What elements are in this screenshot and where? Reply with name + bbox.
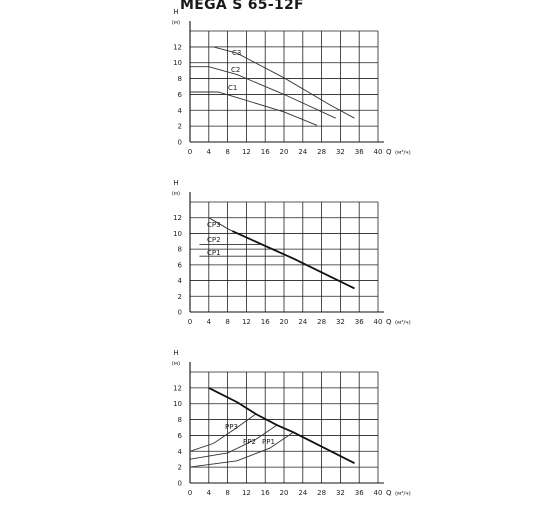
x-axis-label: Q (386, 318, 392, 326)
x-tick-label: 8 (225, 489, 230, 497)
x-tick-label: 16 (260, 148, 270, 156)
y-tick-label: 4 (177, 447, 182, 456)
y-tick-label: 10 (173, 400, 182, 409)
x-axis-label: Q (386, 489, 392, 497)
x-tick-label: 40 (373, 318, 383, 326)
x-tick-label: 4 (206, 148, 212, 156)
x-tick-label: 4 (206, 489, 212, 497)
chart-cp-curves (0, 170, 560, 340)
y-tick-label: 4 (177, 106, 182, 115)
x-tick-label: 40 (373, 489, 383, 497)
y-tick-label: 4 (177, 277, 182, 286)
x-tick-label: 0 (187, 489, 193, 497)
y-axis-unit: (м) (171, 191, 181, 197)
series-label-cp2: CP2 (207, 236, 221, 244)
x-tick-label: 32 (335, 148, 345, 156)
x-tick-label: 36 (354, 489, 364, 497)
series-label-pp2: PP2 (243, 438, 256, 446)
y-tick-label: 8 (177, 75, 182, 84)
x-tick-label: 0 (187, 318, 193, 326)
y-tick-label: 2 (177, 292, 182, 301)
series-label-c2: C2 (231, 66, 241, 74)
series-line-pp1 (190, 432, 293, 467)
series-label-cp1: CP1 (207, 249, 221, 257)
y-axis-label: H (173, 8, 179, 16)
series-line-system-curve (232, 231, 354, 288)
y-tick-label: 10 (173, 229, 182, 238)
x-axis-unit: (м³/ч) (395, 320, 411, 326)
y-tick-label: 2 (177, 463, 182, 472)
x-tick-label: 40 (373, 148, 383, 156)
series-label-c3: C3 (232, 49, 242, 57)
x-tick-label: 24 (298, 318, 308, 326)
y-tick-label: 6 (177, 431, 182, 440)
x-tick-label: 28 (317, 318, 327, 326)
x-tick-label: 12 (241, 148, 251, 156)
series-label-c1: C1 (228, 84, 238, 92)
y-tick-label: 0 (177, 479, 182, 488)
x-tick-label: 4 (206, 318, 212, 326)
x-tick-label: 36 (354, 318, 364, 326)
x-tick-label: 16 (260, 489, 270, 497)
y-tick-label: 10 (173, 59, 182, 68)
x-tick-label: 28 (317, 489, 327, 497)
x-tick-label: 20 (279, 318, 289, 326)
x-tick-label: 20 (279, 489, 289, 497)
x-tick-label: 32 (335, 318, 345, 326)
page-title: MEGA S 65-12F (180, 0, 304, 13)
series-label-pp1: PP1 (262, 438, 275, 446)
x-tick-label: 0 (187, 148, 193, 156)
x-tick-label: 28 (317, 148, 327, 156)
y-axis-unit: (м) (171, 20, 181, 26)
y-tick-label: 8 (177, 245, 182, 254)
x-tick-label: 8 (225, 318, 230, 326)
chart-pp-curves (0, 340, 560, 520)
y-tick-label: 8 (177, 416, 182, 425)
series-label-cp3: CP3 (207, 221, 221, 229)
series-label-pp3: PP3 (225, 423, 238, 431)
y-axis-label: H (173, 179, 179, 187)
y-tick-label: 12 (173, 214, 182, 223)
y-tick-label: 2 (177, 122, 182, 131)
series-line-c3 (190, 47, 355, 118)
x-axis-label: Q (386, 148, 392, 156)
x-tick-label: 32 (335, 489, 345, 497)
y-tick-label: 12 (173, 384, 182, 393)
x-tick-label: 36 (354, 148, 364, 156)
y-tick-label: 0 (177, 308, 182, 317)
x-tick-label: 8 (225, 148, 230, 156)
y-tick-label: 6 (177, 90, 182, 99)
x-tick-label: 12 (241, 489, 251, 497)
x-tick-label: 16 (260, 318, 270, 326)
y-axis-unit: (м) (171, 361, 181, 367)
x-tick-label: 12 (241, 318, 251, 326)
chart-c-curves (0, 0, 560, 170)
y-tick-label: 0 (177, 138, 182, 147)
x-tick-label: 20 (279, 148, 289, 156)
x-tick-label: 24 (298, 489, 308, 497)
y-axis-label: H (173, 349, 179, 357)
x-tick-label: 24 (298, 148, 308, 156)
y-tick-label: 12 (173, 43, 182, 52)
x-axis-unit: (м³/ч) (395, 491, 411, 497)
x-axis-unit: (м³/ч) (395, 150, 411, 156)
y-tick-label: 6 (177, 261, 182, 270)
